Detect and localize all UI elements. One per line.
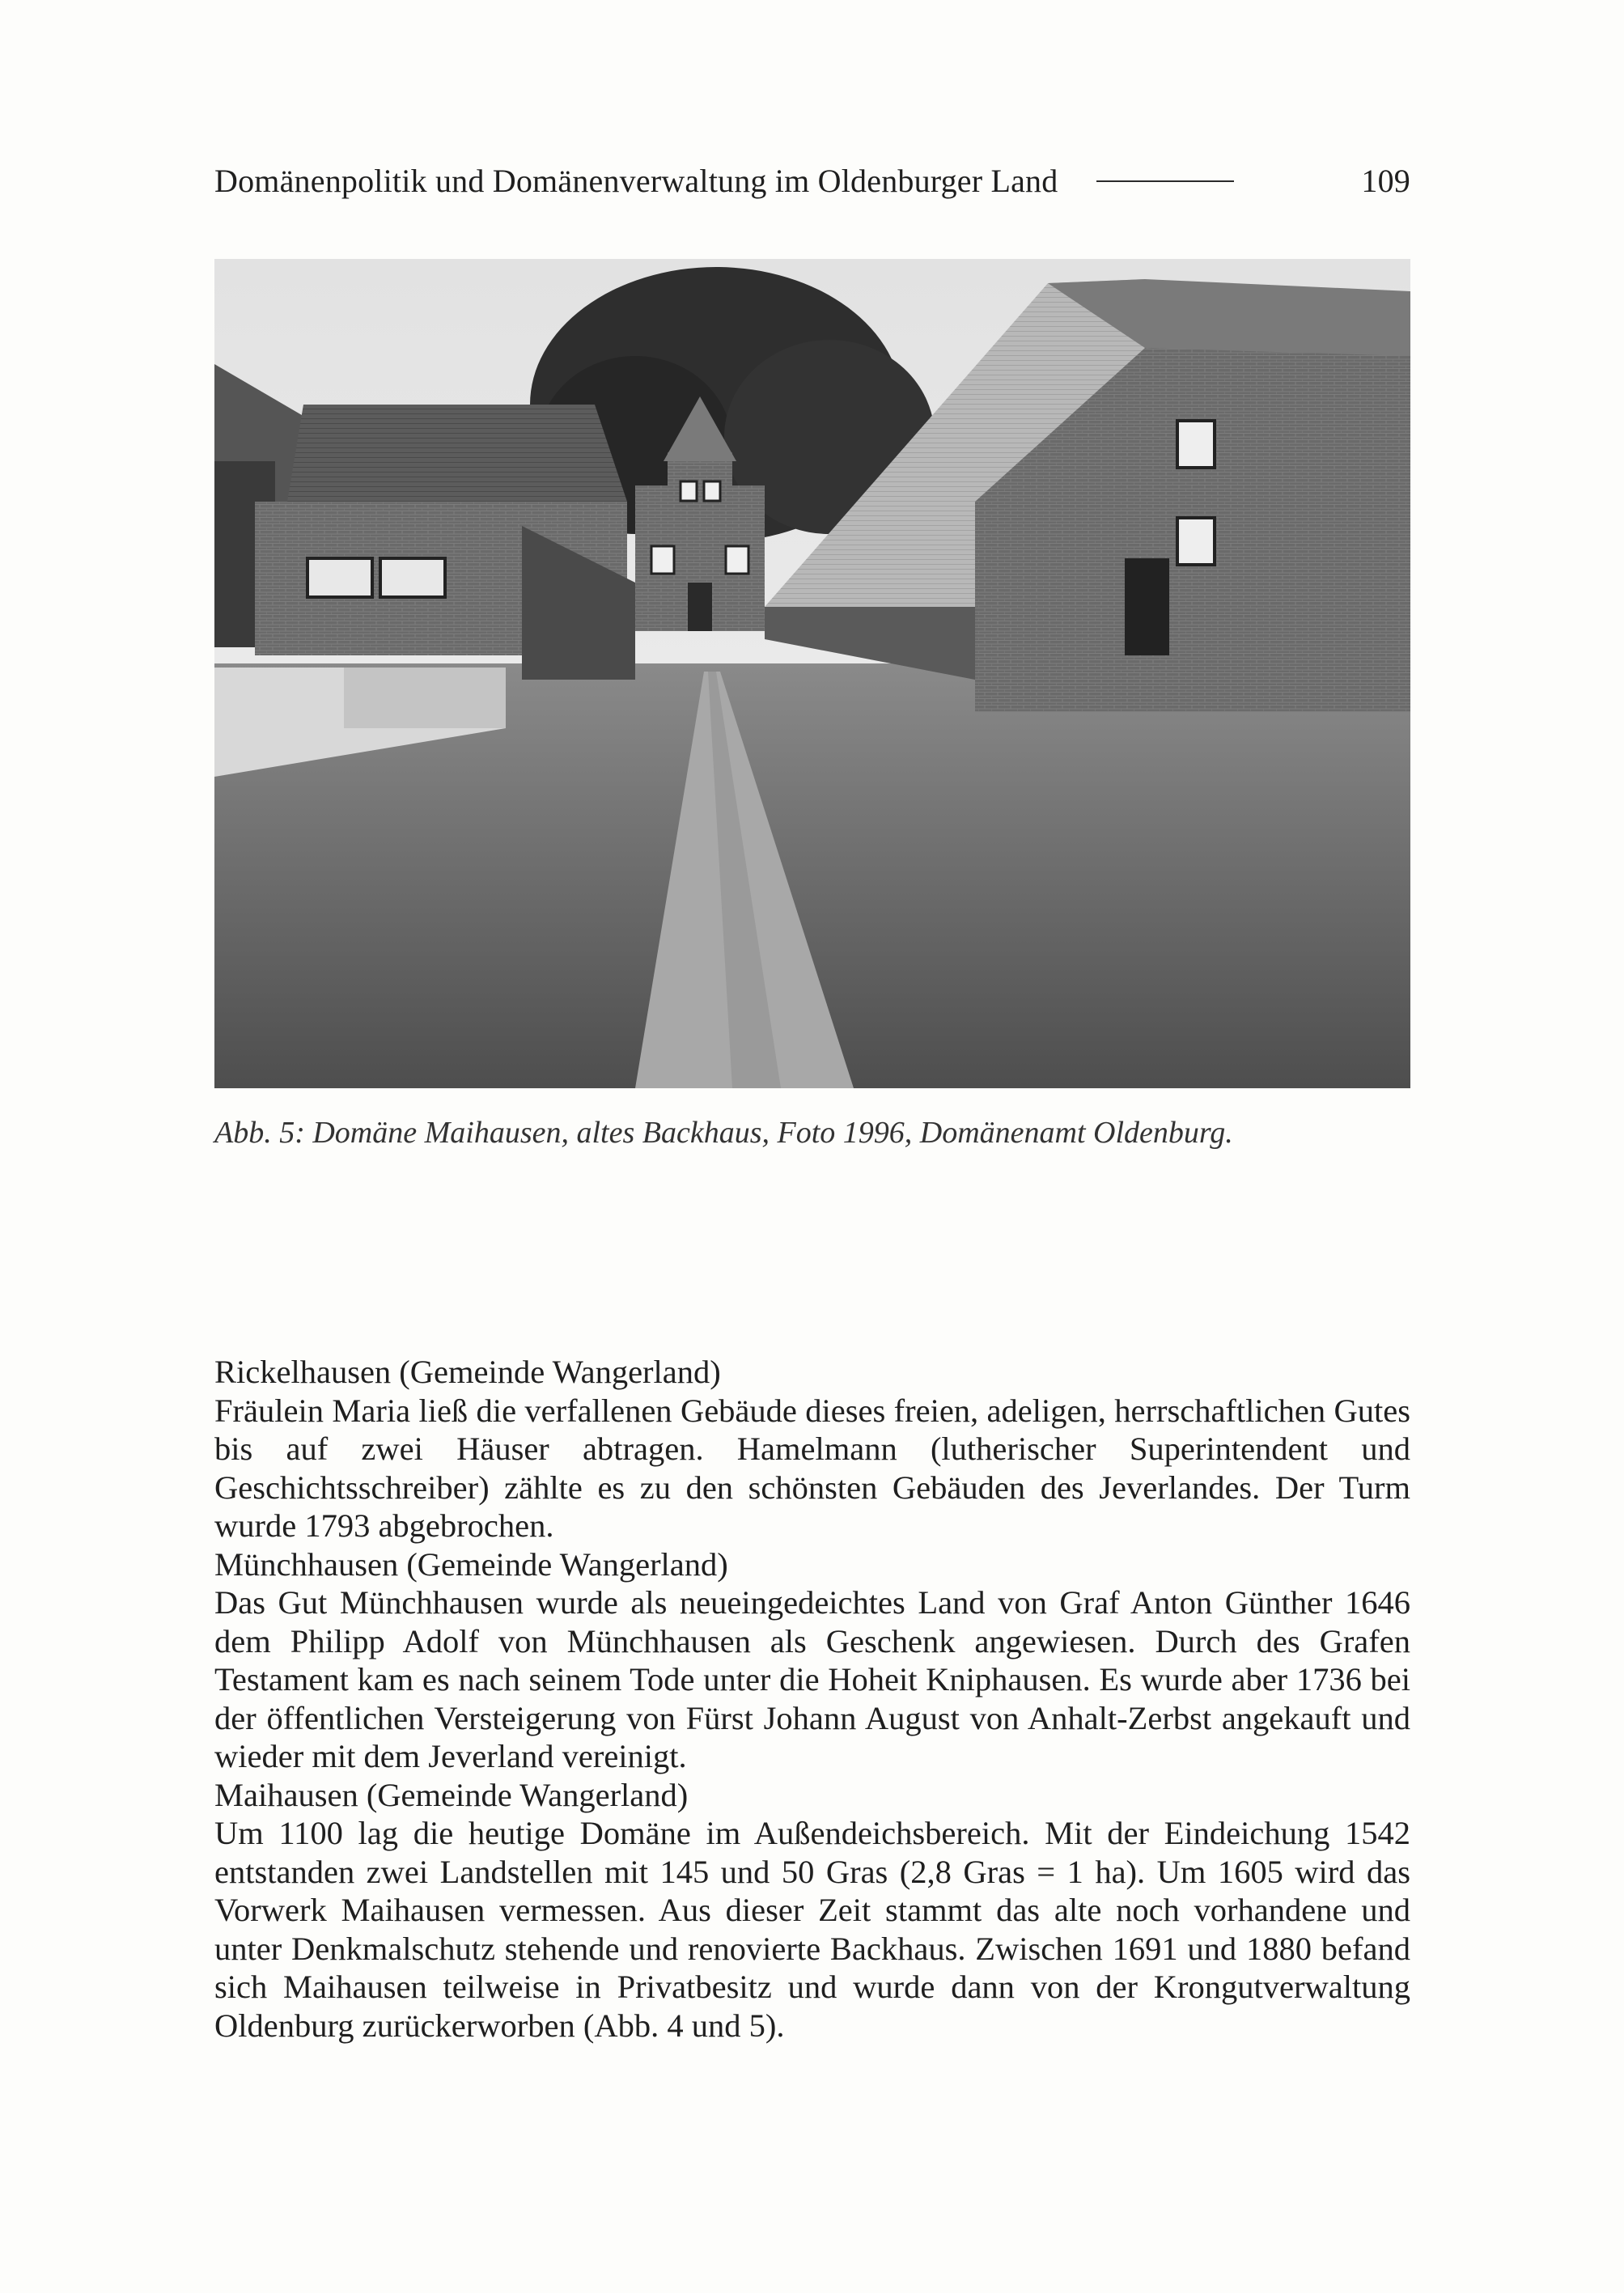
section-text-rickelhausen: Fräulein Maria ließ die verfallenen Gebäude dieses freien, adeligen, herrschaftlichen Gutes bis auf zwei Häuser abtragen. Hamelmann (lutherischer Superintendent und Geschichtsschreiber) zählte es zu den schönsten Gebäuden des Jeverlandes. Der Turm wurde 1793 abgebrochen. (214, 1392, 1410, 1544)
section-heading-rickelhausen: Rickelhausen (Gemeinde Wangerland) (214, 1354, 721, 1390)
running-title: Domänenpolitik und Domänenverwaltung im Oldenburger Land (214, 163, 1058, 199)
section-heading-muenchhausen: Münchhausen (Gemeinde Wangerland) (214, 1545, 728, 1583)
section-heading-maihausen: Maihausen (Gemeinde Wangerland) (214, 1776, 689, 1813)
body-text (214, 1353, 1410, 2045)
figure-photo (214, 259, 1410, 1088)
running-head (214, 162, 1410, 200)
section-text-maihausen: Um 1100 lag die heutige Domäne im Außendeichsbereich. Mit der Eindeichung 1542 entstanden zwei Landstellen mit 145 und 50 Gras (2,8 Gras = 1 ha). Um 1605 wird das Vorwerk Maihausen vermessen. Aus dieser Zeit stammt das alte noch vorhandene und unter Denkmalschutz stehende und renovierte Backhaus. Zwischen 1691 und 1880 befand sich Maihausen teilweise in Privatbesitz und wurde dann von der Krongutverwaltung Oldenburg zurückerworben (Abb. 4 und 5). (214, 1815, 1410, 2044)
page-number: 109 (1361, 163, 1410, 199)
section-text-muenchhausen: Das Gut Münchhausen wurde als neueingedeichtes Land von Graf Anton Günther 1646 dem Philipp Adolf von Münchhausen als Geschenk angewiesen. Durch des Grafen Testament kam es nach seinem Tode unter die Hoheit Kniphausen. Es wurde aber 1736 bei der öffentlichen Versteigerung von Fürst Johann August von Anhalt-Zerbst angekauft und wieder mit dem Jeverland vereinigt. (214, 1584, 1410, 1774)
header-rule (1096, 180, 1234, 182)
photo-domaene-maihausen-backhaus-icon (214, 259, 1410, 1088)
figure-caption: Abb. 5: Domäne Maihausen, altes Backhaus, Foto 1996, Domänenamt Oldenburg. (214, 1116, 1233, 1150)
